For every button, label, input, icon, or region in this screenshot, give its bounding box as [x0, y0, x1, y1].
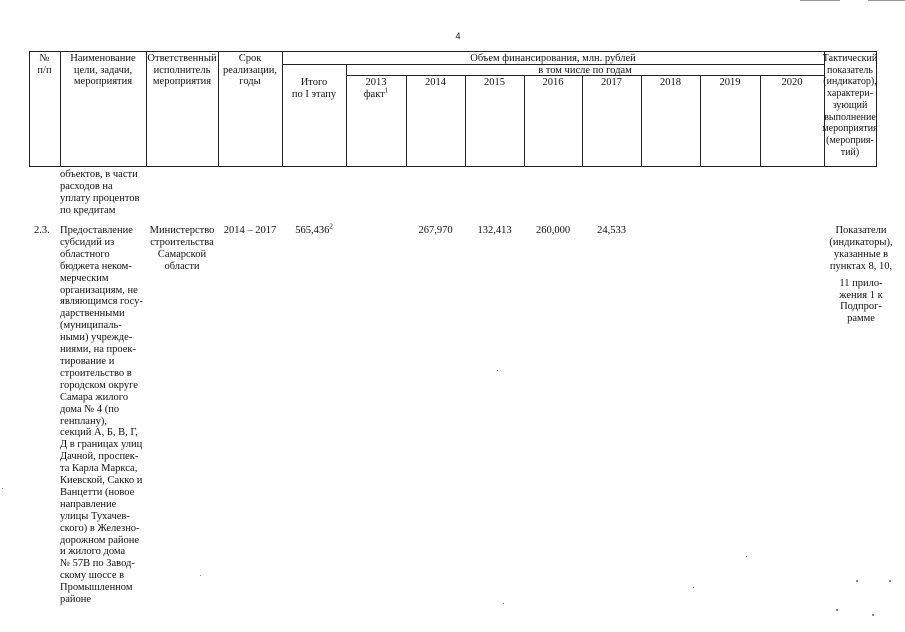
- header-funding-group: Объем финансирования, млн. рублей: [470, 53, 636, 64]
- scan-speck: [872, 614, 874, 616]
- row-name: Предоставление субсидий из областного бюджета неком- мерческим организациям, не являющимся госу- дарственными (муниципаль- ными) учрежде- ниями, на проек- тирование и строительство в городском округе Самара жилого дома № 4 (по генплану), секций А, Б, В, Г, Д в границах улиц Дачной, проспек- та Карла Маркса, Киевской, Сакко и Ванцетти (новое направление улицы Тухачев- ского) в Железно- дорожном районе и жилого дома № 57В по Завод- скому шоссе в Промышленном районе: [60, 225, 143, 606]
- page-number: 4: [455, 31, 461, 41]
- row-number: 2.3.: [34, 225, 50, 236]
- row-2015: 132,413: [477, 225, 512, 236]
- header-2018: 2018: [660, 77, 681, 88]
- scan-speck: [503, 603, 504, 604]
- row-2016: 260,000: [535, 225, 571, 236]
- header-term: Срок реализации, годы: [223, 53, 277, 88]
- scan-speck: [693, 587, 694, 588]
- header-2015: 2015: [484, 77, 505, 88]
- header-by-years-group: в том числе по годам: [538, 65, 632, 76]
- row-term: 2014 – 2017: [223, 225, 277, 236]
- header-2019: 2019: [719, 77, 741, 88]
- header-num: № п/п: [37, 53, 52, 76]
- edge-mark: [800, 0, 840, 1]
- edge-mark: [868, 0, 905, 1]
- header-2017: 2017: [601, 77, 622, 88]
- scan-speck: [836, 609, 838, 611]
- continuation-text: объектов, в части расходов на уплату процентов по кредитам: [60, 169, 140, 216]
- scan-speck: [856, 580, 858, 582]
- header-2014: 2014: [425, 77, 446, 88]
- header-indicator: Тактический показатель (индикатор), характери- зующий выполнение мероприятия (мероприя- тий): [822, 53, 878, 158]
- header-total: Итого по I этапу: [291, 77, 337, 100]
- scan-speck: [200, 575, 201, 576]
- scan-speck: [746, 556, 747, 557]
- row-responsible: Министерство строительства Самарской области: [149, 225, 215, 272]
- row-2014: 267,970: [418, 225, 453, 236]
- header-2016: 2016: [542, 77, 564, 88]
- row-2017: 24,533: [597, 225, 626, 236]
- header-name: Наименование цели, задачи, мероприятия: [70, 53, 136, 88]
- header-responsible: Ответственный исполнитель мероприятия: [147, 53, 217, 88]
- scan-speck: [889, 580, 891, 582]
- row-total: 565,436$^2$: [295, 222, 333, 236]
- row-indicator: Показатели (индикаторы), указанные в пунктах 8, 10, 11 прило- жения 1 к Подпрог- рамме: [829, 225, 893, 325]
- scan-speck: [2, 488, 3, 489]
- header-2013: 2013 факт$^1$: [363, 77, 389, 100]
- header-2020: 2020: [781, 77, 803, 88]
- scan-speck: [497, 370, 498, 371]
